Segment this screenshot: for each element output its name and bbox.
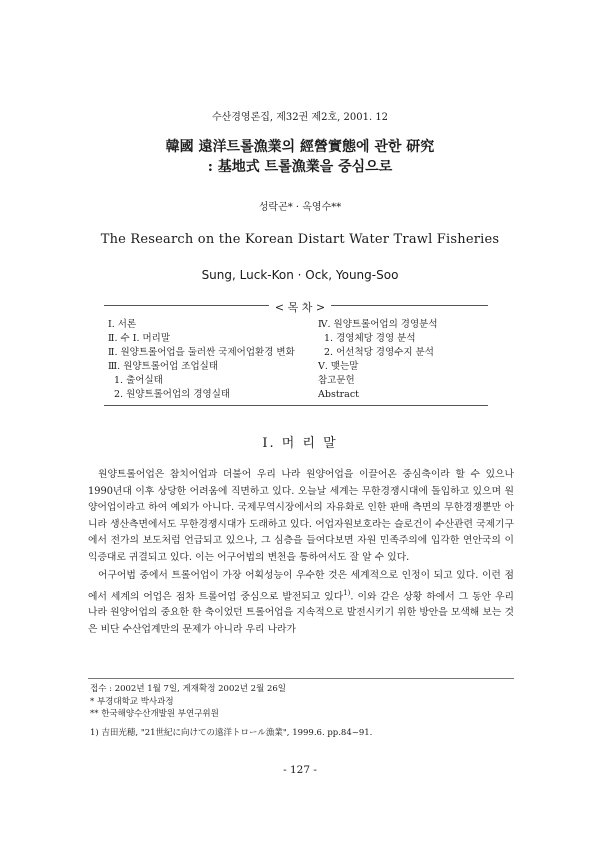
paragraph-2-rest: . 이와 같은 상황 하에서 그 동안 우리 나라 원양어업의 중요한 한 축이었던 트롤어업을 지속적으로 발전시키기 위한 방안을 모색해 보는 것은 비단 수산업계만의 문제가 아니라 우리 나라가 (88, 590, 514, 635)
english-title: The Research on the Korean Distart Water Trawl Fisheries (100, 232, 500, 247)
toc-item: Ⅰ. 서론 (108, 319, 137, 330)
toc-subitem: 2. 원양트롤어업의 경영실태 (114, 389, 231, 400)
body-text (88, 467, 514, 638)
paragraph-1: 원양트롤어업은 참치어업과 더불어 우리 나라 원양어업을 이끌어온 중심축이라 할 수 있으나 1990년대 이후 상당한 어려움에 직면하고 있다. 오늘날 세계는 무한경쟁시대에 돌입하고 있으며 원양어업이라고 하여 예외가 아니다. 국제무역시장에서의 자유화로 인한 판매 측면의 무한경쟁뿐만 아니라 생산측면에서도 무한경쟁시대가 도래하고 있다. 어업자원보호라는 슬로건이 수산관련 국제기구에서 전가의 보도처럼 언급되고 있으나, 그 심층을 들여다보면 자원 민족주의에 입각한 연안국의 이익증대로 귀결되고 있다. 이는 어구어법의 변천을 통하여서도 잘 알 수 있다. (88, 469, 514, 563)
toc-subitem: 2. 어선척당 경영수지 분석 (324, 347, 434, 358)
toc-subitem: 1. 출어실태 (114, 375, 163, 386)
toc-item: Ⅱ. 수 Ⅰ. 머리말 (108, 333, 171, 344)
author-affiliation-1: * 부경대학교 박사과정 (90, 696, 174, 707)
received-date: 접수 : 2002년 1월 7일, 게재확정 2002년 2월 26일 (90, 684, 287, 694)
english-authors: Sung, Luck-Kon · Ock, Young-Soo (201, 268, 399, 282)
korean-title-line-1: 韓國 遠洋트롤漁業의 經營實態에 관한 研究 (165, 139, 435, 155)
toc-right-column (318, 318, 488, 402)
toc-item: Abstract (318, 389, 359, 400)
toc-item: Ⅲ. 원양트롤어업 조업실태 (108, 361, 218, 372)
footnotes (90, 683, 514, 739)
toc-item: Ⅳ. 원양트롤어업의 경영분석 (318, 319, 438, 330)
page-number: - 127 - (283, 764, 317, 776)
paragraph-2-start: 어구어법 중에서 트롤어업이 가장 어획성능이 우수한 것은 세계적으로 인정이 되고 있다. 이런 점에서 세계의 어업은 점차 트롤어업 중심으로 발전되고 있다 (88, 570, 514, 602)
korean-title (0, 137, 600, 177)
section-heading: Ⅰ. 머 리 말 (262, 436, 338, 451)
footnote-ref: 1) (343, 588, 351, 597)
korean-title-line-2: : 基地式 트롤漁業을 중심으로 (207, 159, 393, 175)
toc-left-column (108, 318, 308, 402)
paragraph-2 (88, 568, 514, 638)
toc-item: 참고문헌 (318, 375, 355, 386)
toc-heading (0, 299, 600, 315)
footnote-1: 1) 吉田光穂, "21世紀に向けての遠洋トロール漁業", 1999.6. pp.84~91. (90, 727, 373, 738)
toc-item: Ⅴ. 맺는말 (318, 361, 359, 372)
toc-bottom-rule (104, 405, 488, 406)
footnote-rule (88, 678, 514, 679)
toc-item: Ⅱ. 원양트롤어업을 둘러싼 국제어업환경 변화 (108, 347, 295, 358)
korean-authors: 성락곤* · 옥영수** (258, 202, 342, 213)
toc-subitem: 1. 경영체당 경영 분석 (324, 333, 416, 344)
toc-heading-text: < 목 차 > (269, 301, 331, 314)
author-affiliation-2: ** 한국해양수산개발원 부연구위원 (90, 709, 219, 719)
journal-citation: 수산경영론집, 제32권 제2호, 2001. 12 (211, 112, 389, 123)
